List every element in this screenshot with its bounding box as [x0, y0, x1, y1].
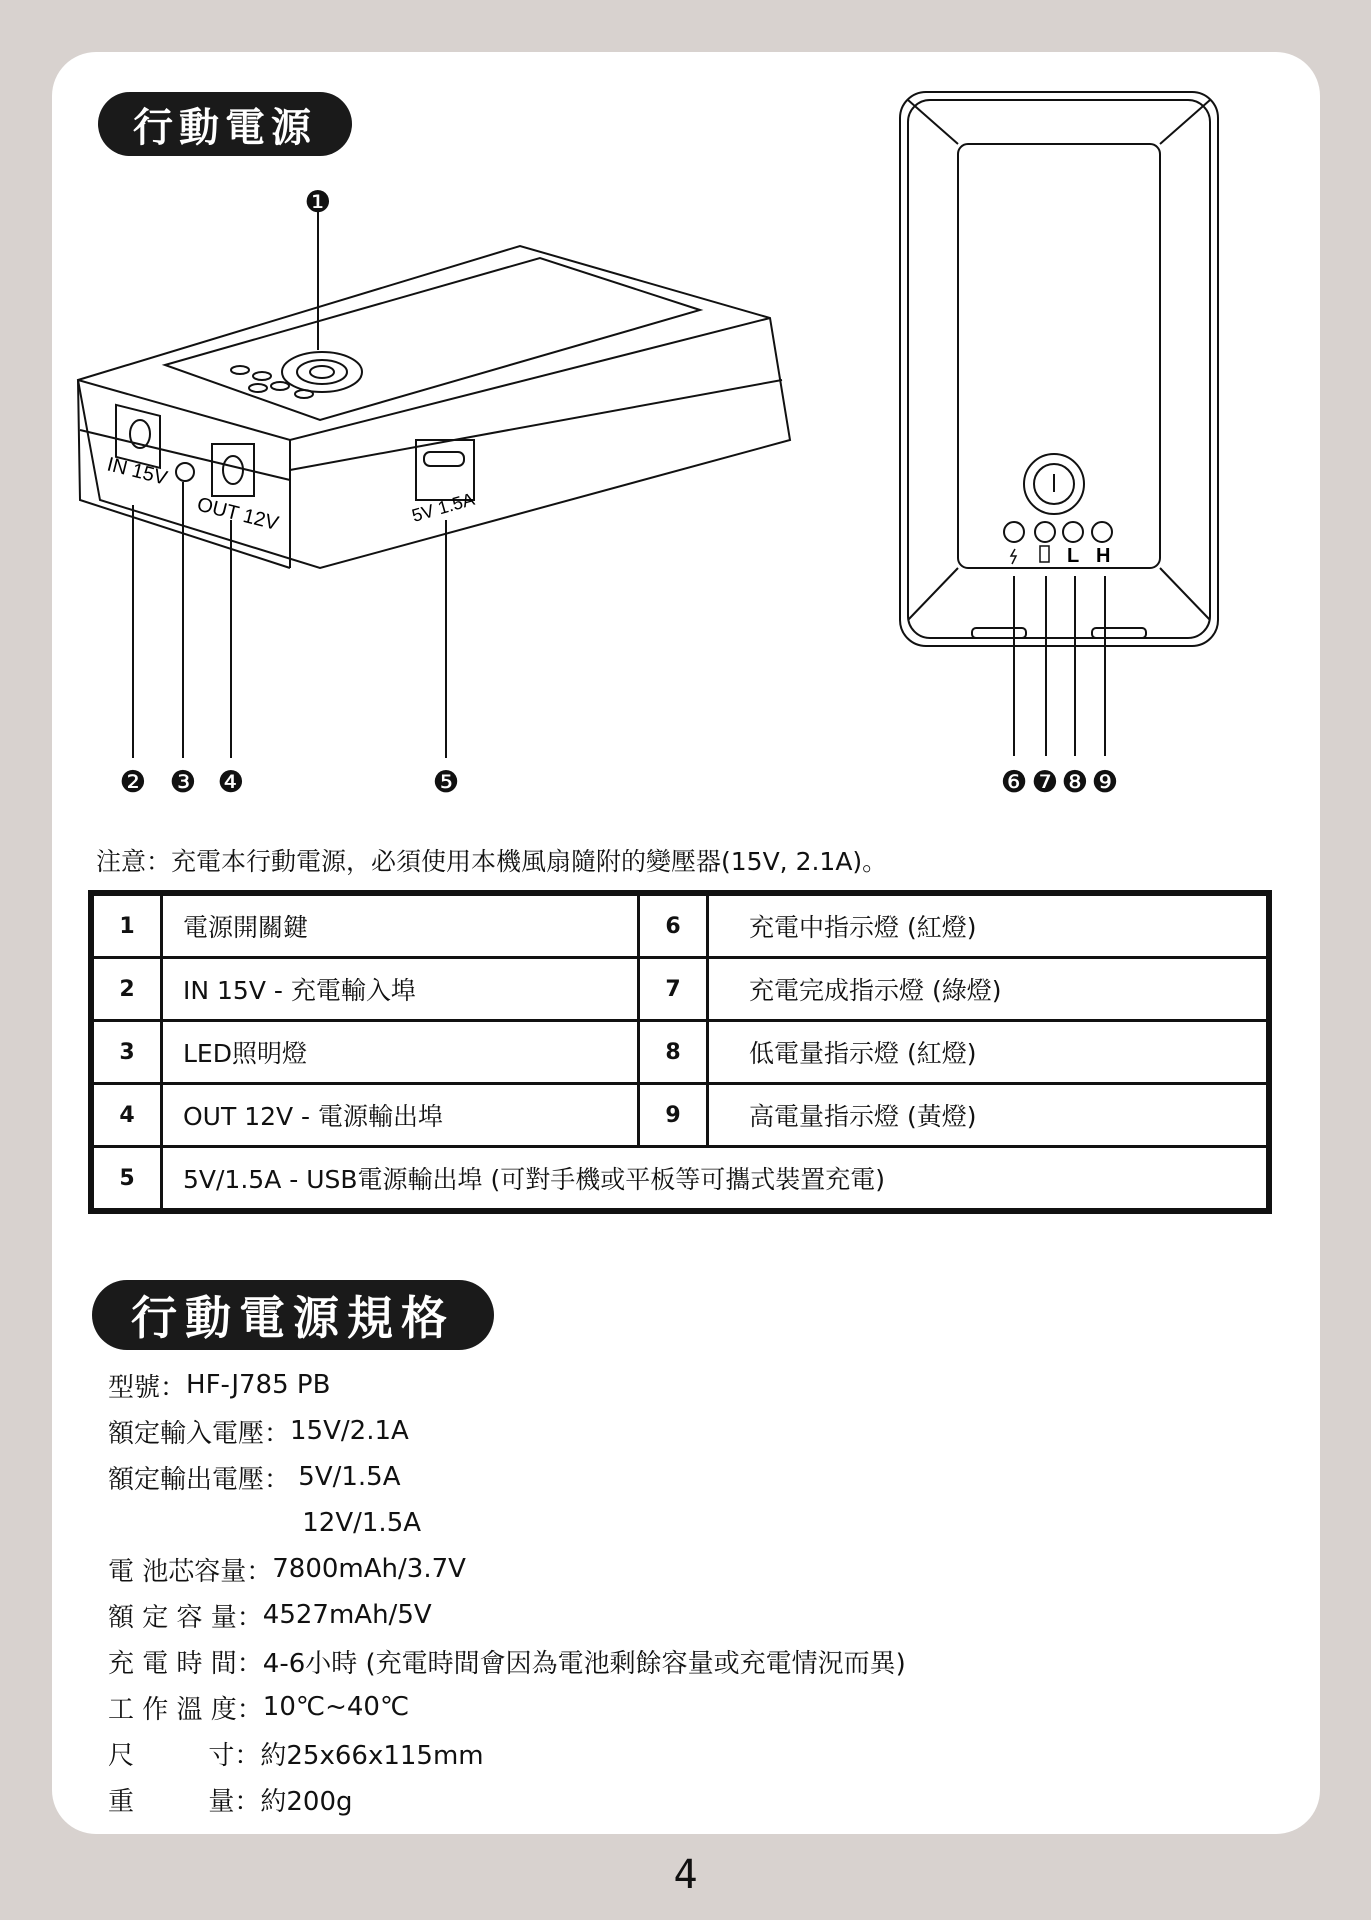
table-row	[91, 958, 1269, 1021]
section-title-specs: 行動電源規格	[92, 1280, 494, 1350]
charging-bolt-icon	[1011, 549, 1016, 564]
page-number: 4	[673, 1852, 698, 1898]
item-label: 低電量指示燈 (紅燈)	[708, 1021, 1270, 1084]
spec-row	[108, 1362, 906, 1408]
table-row	[91, 1021, 1269, 1084]
high-indicator-label: H	[1096, 545, 1111, 567]
spec-label: 充 電 時 間：	[108, 1648, 263, 1679]
table-row	[91, 893, 1269, 958]
spec-label: 電 池芯容量：	[108, 1556, 273, 1587]
spec-row	[108, 1684, 906, 1730]
item-label: 充電完成指示燈 (綠燈)	[708, 958, 1270, 1021]
spec-row	[108, 1454, 906, 1500]
spec-label: 型號：	[108, 1372, 187, 1403]
spec-value: 15V/2.1A	[290, 1416, 409, 1446]
spec-row	[108, 1638, 906, 1684]
item-number: 6	[639, 893, 708, 958]
spec-row	[108, 1500, 906, 1546]
item-number: 1	[91, 893, 162, 958]
in-port-label: IN 15V	[104, 453, 170, 490]
spec-value: HF-J785 PB	[186, 1370, 331, 1400]
device-diagrams	[0, 0, 1371, 820]
callout-6: ❻	[1000, 765, 1028, 800]
spec-value: 約200g	[260, 1786, 353, 1817]
item-number: 3	[91, 1021, 162, 1084]
item-number: 7	[639, 958, 708, 1021]
power-bank-iso-drawing	[78, 210, 790, 758]
spec-row	[108, 1546, 906, 1592]
spec-label: 額 定 容 量：	[108, 1602, 263, 1633]
callout-3: ❸	[169, 765, 197, 800]
spec-value: 10℃~40℃	[262, 1692, 410, 1722]
item-number: 4	[91, 1084, 162, 1147]
spec-value: 4-6小時 (充電時間會因為電池剩餘容量或充電情況而異)	[262, 1648, 906, 1679]
power-bank-front-drawing	[900, 92, 1218, 756]
spec-value: 7800mAh/3.7V	[272, 1554, 466, 1584]
spec-label: 尺 寸：	[108, 1740, 261, 1771]
spec-label: 重 量：	[108, 1786, 261, 1817]
callout-7: ❼	[1031, 765, 1059, 800]
item-number: 5	[91, 1147, 162, 1212]
callout-4: ❹	[217, 765, 245, 800]
spec-row	[108, 1408, 906, 1454]
out-port-label: OUT 12V	[194, 493, 281, 535]
callout-1: ❶	[304, 185, 332, 220]
spec-list	[108, 1362, 906, 1822]
spec-value: 5V/1.5A	[290, 1462, 401, 1492]
spec-value: 12V/1.5A	[294, 1508, 422, 1538]
spec-label: 額定輸出電壓：	[108, 1464, 291, 1495]
parts-table	[88, 890, 1272, 1214]
spec-label: 額定輸入電壓：	[108, 1418, 291, 1449]
callout-5: ❺	[432, 765, 460, 800]
item-label: LED照明燈	[162, 1021, 639, 1084]
item-label: 5V/1.5A - USB電源輸出埠 (可對手機或平板等可攜式裝置充電)	[162, 1147, 1270, 1212]
callout-8: ❽	[1061, 765, 1089, 800]
table-row	[91, 1084, 1269, 1147]
callout-2: ❷	[119, 765, 147, 800]
table-row	[91, 1147, 1269, 1212]
battery-level-icon	[1040, 546, 1049, 562]
item-label: 高電量指示燈 (黃燈)	[708, 1084, 1270, 1147]
item-label: 充電中指示燈 (紅燈)	[708, 893, 1270, 958]
item-number: 2	[91, 958, 162, 1021]
item-number: 9	[639, 1084, 708, 1147]
section-title-power-bank: 行動電源	[98, 92, 352, 156]
item-label: IN 15V - 充電輸入埠	[162, 958, 639, 1021]
item-label: 電源開關鍵	[162, 893, 639, 958]
usb-port-label: 5V 1.5A	[409, 488, 477, 526]
spec-row	[108, 1592, 906, 1638]
spec-label: 工 作 溫 度：	[108, 1694, 263, 1725]
spec-value: 4527mAh/5V	[262, 1600, 432, 1630]
charging-note: 注意：充電本行動電源，必須使用本機風扇隨附的變壓器(15V, 2.1A)。	[96, 847, 888, 876]
item-label: OUT 12V - 電源輸出埠	[162, 1084, 639, 1147]
item-number: 8	[639, 1021, 708, 1084]
low-indicator-label: L	[1067, 545, 1080, 567]
spec-value: 約25x66x115mm	[260, 1740, 484, 1771]
callout-9: ❾	[1091, 765, 1119, 800]
spec-row	[108, 1730, 906, 1776]
spec-row	[108, 1776, 906, 1822]
